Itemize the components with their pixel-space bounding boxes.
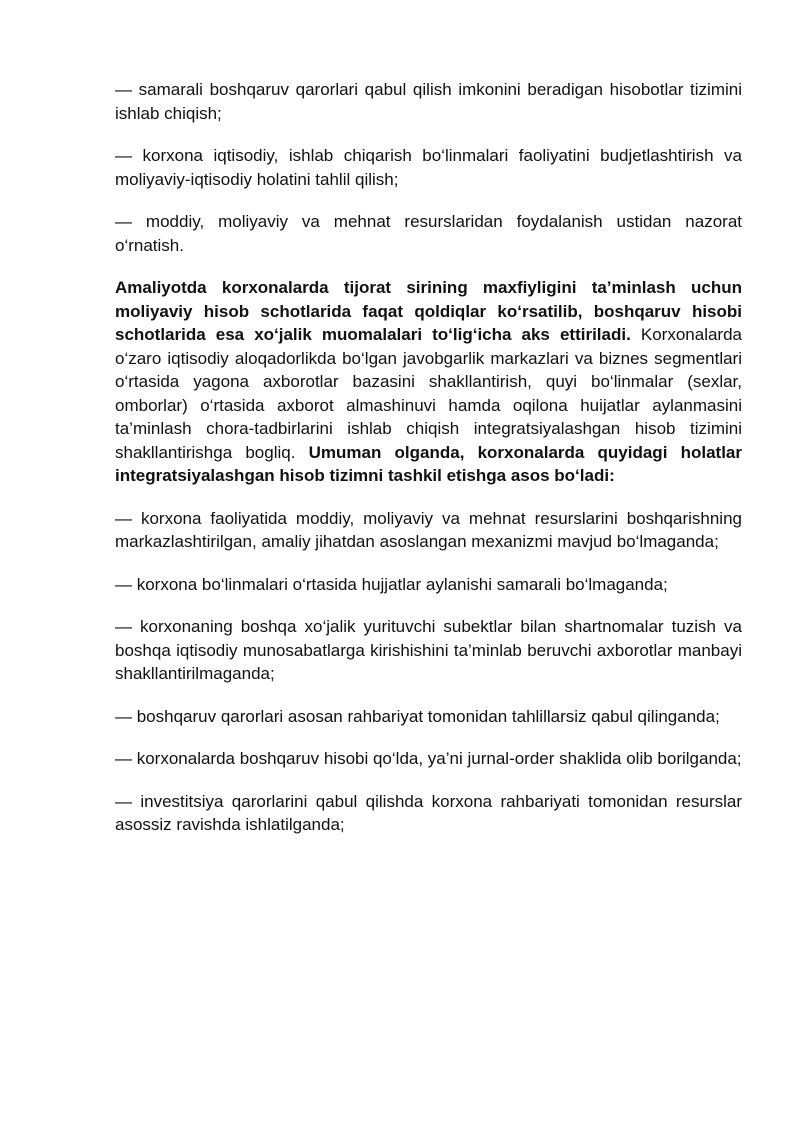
- list-item: — korxonaning boshqa xo‘jalik yurituvchi subektlar bilan shartnomalar tuzish va boshqa iqtisodiy munosabatlarga kirishishini ta’minlab beruvchi axborotlar manbayi shakllantirilmaganda;: [115, 617, 742, 683]
- list-item: — samarali boshqaruv qarorlari qabul qilish imkonini beradigan hisobotlar tizimini ishlab chiqish;: [115, 80, 742, 123]
- list-item: — moddiy, moliyaviy va mehnat resurslaridan foydalanish ustidan nazorat o‘rnatish.: [115, 212, 742, 255]
- list-item: — korxona faoliyatida moddiy, moliyaviy va mehnat resurslarini boshqarishning markazlashtirilgan, amaliy jihatdan asoslangan mexanizmi mavjud bo‘lmaganda;: [115, 508, 742, 551]
- list-item: — korxona iqtisodiy, ishlab chiqarish bo‘linmalari faoliyatini budjetlashtirish va moliyaviy-iqtisodiy holatini tahlil qilish;: [115, 146, 742, 189]
- list-item: — korxona bo‘linmalari o‘rtasida hujjatlar aylanishi samarali bo‘lmaganda;: [115, 574, 668, 594]
- body-text: Korxonalarda o‘zaro iqtisodiy aloqadorlikda bo‘lgan javobgarlik markazlari va biznes segmentlari o‘rtasida yagona axborotlar bazasini shakllantirish, quyi bo‘linmalar (sexlar, omborlar) o‘rtasida axborot almashinuvi hamda oqilona huijatlar aylanmasini ta’minlash chora-tadbirlarini ishlab chiqish integratsiyalashgan hisob tizimini shakllantirishga bogliq.: [115, 325, 742, 462]
- list-item: — korxonalarda boshqaruv hisobi qo‘lda, ya’ni jurnal-order shaklida olib borilganda;: [115, 749, 742, 768]
- list-item: — boshqaruv qarorlari asosan rahbariyat tomonidan tahlillarsiz qabul qilinganda;: [115, 706, 720, 726]
- bold-outro-text: Umuman olganda, korxonalarda quyidagi holatlar integratsiyalashgan hisob tizimni tashkil etishga asos bo‘ladi:: [115, 442, 742, 485]
- main-paragraph: [115, 276, 742, 488]
- bold-intro-text: Amaliyotda korxonalarda tijorat sirining maxfiyligini ta’minlash uchun moliyaviy hisob schotlarida faqat qoldiqlar ko‘rsatilib, boshqaruv hisobi schotlarida esa xo‘jalik muomalalari to‘lig‘icha aks ettiriladi.: [115, 278, 742, 344]
- list-item: — investitsiya qarorlarini qabul qilishda korxona rahbariyati tomonidan resurslar asossiz ravishda ishlatilganda;: [115, 791, 742, 834]
